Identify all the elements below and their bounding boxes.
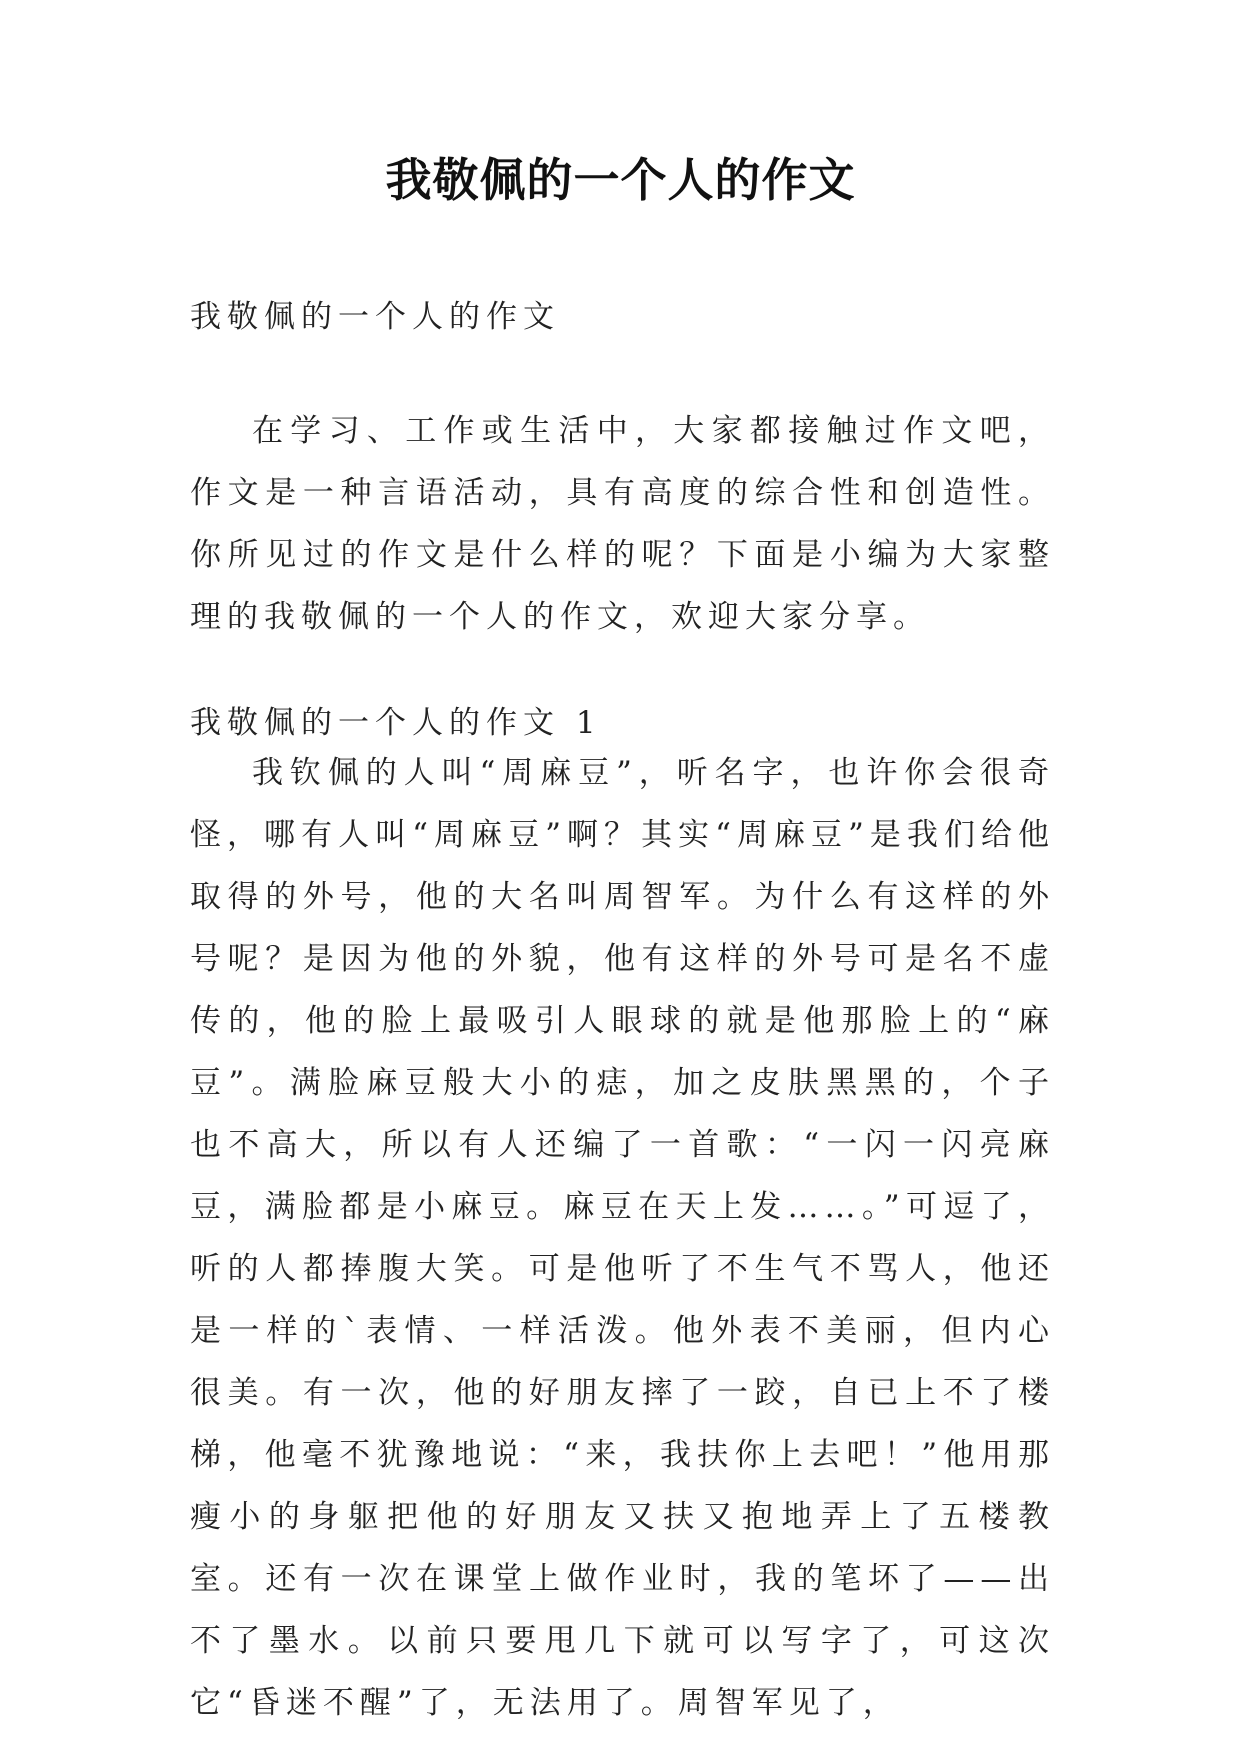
document-subtitle: 我敬佩的一个人的作文 [190,299,560,335]
intro-paragraph: 在学习、工作或生活中，大家都接触过作文吧，作文是一种言语活动，具有高度的综合性和创造性。你所见过的作文是什么样的呢？下面是小编为大家整理的我敬佩的一个人的作文，欢迎大家分享。 [190,413,1055,635]
essay-section [190,742,1055,1734]
section-heading: 我敬佩的一个人的作文 1 [190,705,602,741]
intro-section [190,400,1055,648]
document-title: 我敬佩的一个人的作文 [385,153,856,207]
essay-paragraph: 我钦佩的人叫“周麻豆”，听名字，也许你会很奇怪，哪有人叫“周麻豆”啊？其实“周麻豆”是我们给他取得的外号，他的大名叫周智军。为什么有这样的外号呢？是因为他的外貌，他有这样的外号可是名不虚传的，他的脸上最吸引人眼球的就是他那脸上的“麻豆”。满脸麻豆般大小的痣，加之皮肤黑黑的，个子也不高大，所以有人还编了一首歌：“一闪一闪亮麻豆，满脸都是小麻豆。麻豆在天上发……。”可逗了，听的人都捧腹大笑。可是他听了不生气不骂人，他还是一样的`表情、一样活泼。他外表不美丽，但内心很美。有一次，他的好朋友摔了一跤，自已上不了楼梯，他毫不犹豫地说：“来，我扶你上去吧！”他用那瘦小的身躯把他的好朋友又扶又抱地弄上了五楼教室。还有一次在课堂上做作业时，我的笔坏了——出不了墨水。以前只要甩几下就可以写字了，可这次它“昏迷不醒”了，无法用了。周智军见了， [190,755,1055,1721]
